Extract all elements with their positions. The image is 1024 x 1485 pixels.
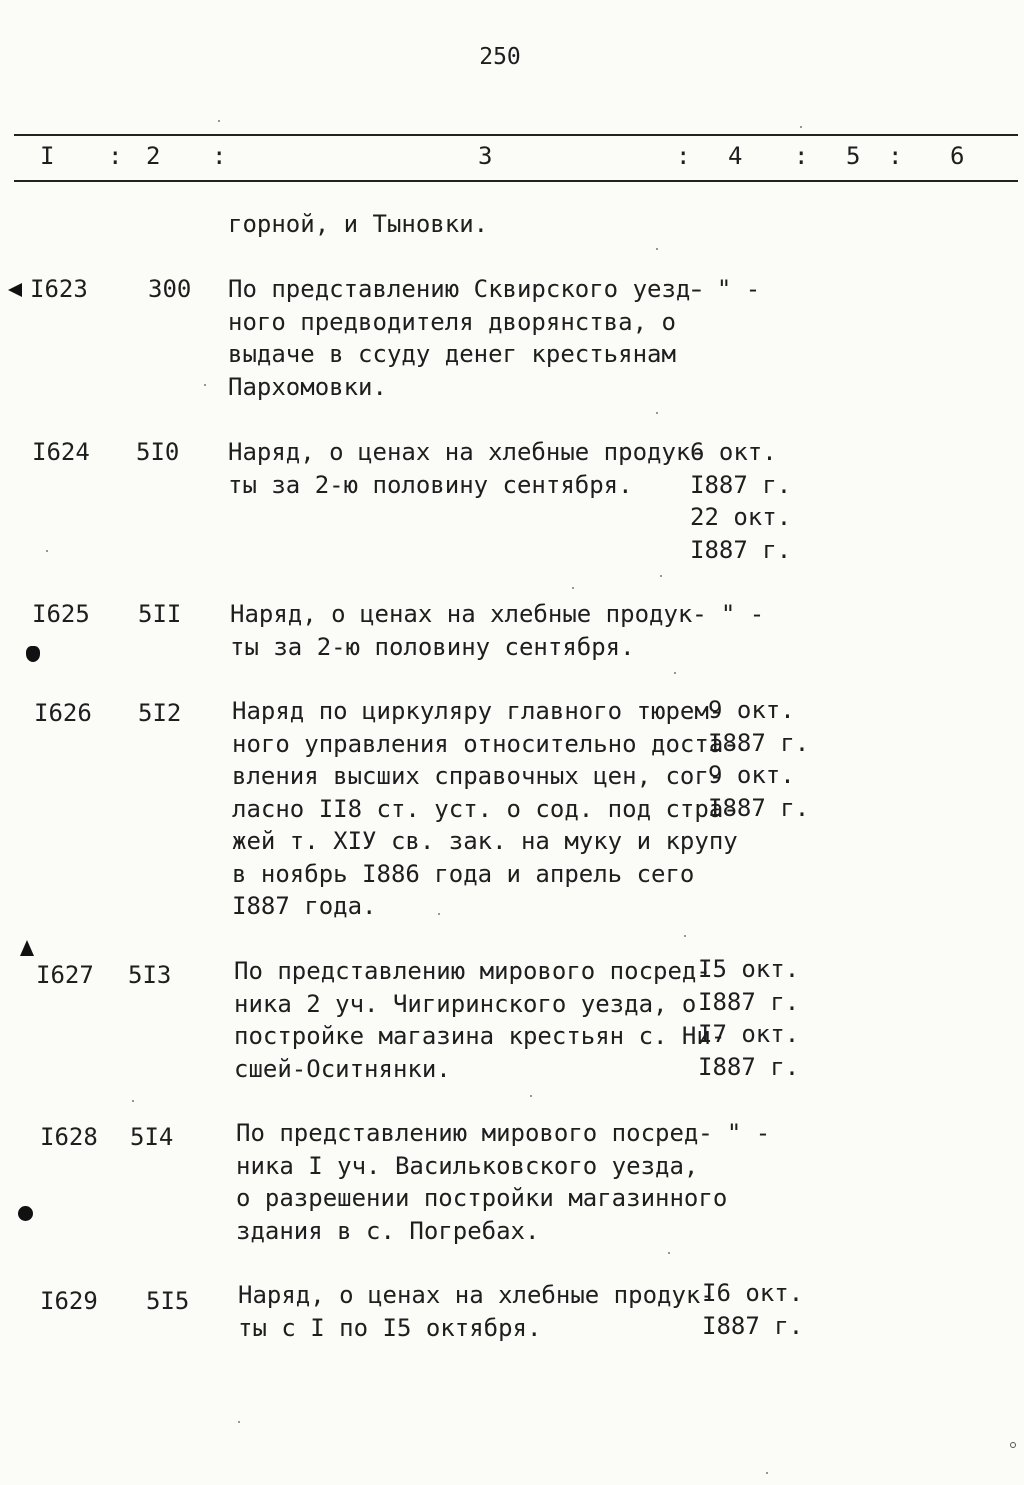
record-description [236, 1117, 727, 1247]
record-dates [698, 953, 799, 1083]
column-separator: : [888, 142, 903, 170]
record-number: I625 [32, 600, 90, 628]
record-number: I624 [32, 438, 90, 466]
sheet-number: 300 [148, 275, 192, 303]
ink-speck [674, 672, 676, 674]
date-line: I887 г. [702, 1311, 804, 1340]
sheet-number: 5I4 [130, 1123, 174, 1151]
ink-speck [766, 1472, 768, 1474]
description-line: ласно II8 ст. уст. о сод. под стра- [232, 794, 738, 823]
description-line: По представлению мирового посред- [234, 957, 711, 985]
description-line: ты с I по I5 октября. [238, 1313, 542, 1342]
record-description [232, 695, 738, 923]
ink-speck [656, 412, 658, 414]
description-line: Наряд, о ценах на хлебные продук- [238, 1281, 715, 1309]
description-line: I887 года. [232, 892, 377, 920]
ink-blot [26, 646, 40, 662]
record-description [238, 1279, 715, 1344]
record-dates [708, 694, 809, 824]
description-line: ника 2 уч. Чигиринского уезда, о [234, 989, 697, 1018]
date-line: - " - [688, 275, 761, 303]
header-rule-top [14, 134, 1018, 136]
ink-blot [1010, 1442, 1016, 1448]
ink-speck [684, 935, 686, 937]
date-line: I887 г. [698, 1052, 800, 1081]
description-line: ты за 2-ю половину сентября. [230, 632, 635, 661]
date-line: I5 окт. [698, 955, 800, 983]
description-line: здания в с. Погребах. [236, 1216, 540, 1245]
ink-speck [668, 1252, 670, 1254]
description-line: вления высших справочных цен, сог- [232, 762, 724, 790]
ink-speck [238, 1421, 240, 1423]
description-line: По представлению Сквирского уезд- [228, 275, 705, 303]
date-line: I887 г. [698, 987, 800, 1016]
date-line: I887 г. [690, 535, 792, 564]
ink-speck [572, 587, 574, 589]
record-dates [690, 436, 791, 566]
record-dates [698, 1117, 770, 1150]
record-number: I629 [40, 1287, 98, 1315]
continuation-text: горной, и Тыновки. [228, 210, 489, 238]
record-description [228, 436, 705, 501]
date-line: - " - [692, 600, 765, 628]
sheet-number: 5I3 [128, 961, 172, 989]
ink-blot [20, 940, 34, 956]
description-line: Наряд, о ценах на хлебные продук- [228, 438, 705, 466]
ink-speck [46, 550, 48, 552]
record-description [234, 955, 725, 1085]
record-dates [692, 598, 764, 631]
record-description [228, 273, 705, 403]
date-line: - " - [698, 1119, 771, 1147]
column-header-2: 2 [146, 142, 161, 170]
sheet-number: 5I0 [136, 438, 180, 466]
sheet-number: 5I2 [138, 699, 182, 727]
date-line: I887 г. [708, 793, 810, 822]
description-line: ника I уч. Васильковского уезда, [236, 1151, 699, 1180]
record-description [230, 598, 707, 663]
ink-blot [8, 283, 22, 297]
description-line: Наряд, о ценах на хлебные продук- [230, 600, 707, 628]
page-number: 250 [479, 44, 521, 70]
description-line: постройке магазина крестьян с. Ни- [234, 1022, 726, 1050]
record-number: I626 [34, 699, 92, 727]
description-line: ного предводителя дворянства, о [228, 307, 676, 336]
date-line: 6 окт. [690, 438, 777, 466]
column-header-6: 6 [950, 142, 965, 170]
date-line: 9 окт. [708, 761, 795, 789]
header-rule-bottom [14, 180, 1018, 182]
description-line: ного управления относительно доста- [232, 729, 738, 758]
column-header-5: 5 [846, 142, 861, 170]
column-separator: : [108, 142, 123, 170]
record-dates [688, 273, 760, 306]
description-line: выдаче в ссуду денег крестьянам [228, 340, 676, 368]
date-line: I6 окт. [702, 1279, 804, 1307]
ink-speck [656, 248, 658, 250]
column-separator: : [212, 142, 227, 170]
sheet-number: 5II [138, 600, 182, 628]
description-line: в ноябрь I886 года и апрель сего [232, 859, 695, 888]
ink-speck [132, 1100, 134, 1102]
record-dates [702, 1277, 803, 1342]
ink-speck [800, 126, 802, 128]
record-number: I628 [40, 1123, 98, 1151]
date-line: I887 г. [708, 728, 810, 757]
description-line: жей т. XIУ св. зак. на муку и крупу [232, 827, 738, 855]
description-line: Наряд по циркуляру главного тюрем- [232, 697, 724, 725]
ink-speck [218, 120, 220, 122]
description-line: ты за 2-ю половину сентября. [228, 470, 633, 499]
column-header-3: 3 [478, 142, 493, 170]
date-line: I7 окт. [698, 1020, 800, 1048]
description-line: Пархомовки. [228, 372, 387, 401]
ink-speck [660, 575, 662, 577]
description-line: По представлению мирового посред- [236, 1119, 713, 1147]
column-separator: : [676, 142, 691, 170]
ink-blot [18, 1206, 33, 1221]
date-line: I887 г. [690, 470, 792, 499]
ink-speck [530, 1095, 532, 1097]
sheet-number: 5I5 [146, 1287, 190, 1315]
description-line: сшей-Оситнянки. [234, 1054, 451, 1083]
description-line: о разрешении постройки магазинного [236, 1184, 728, 1212]
column-header-4: 4 [728, 142, 743, 170]
ink-speck [438, 913, 440, 915]
date-line: 22 окт. [690, 503, 792, 531]
ink-speck [204, 384, 206, 386]
date-line: 9 окт. [708, 696, 795, 724]
record-number: I627 [36, 961, 94, 989]
record-number: I623 [30, 275, 88, 303]
column-header-1: I [40, 142, 55, 170]
column-separator: : [794, 142, 809, 170]
